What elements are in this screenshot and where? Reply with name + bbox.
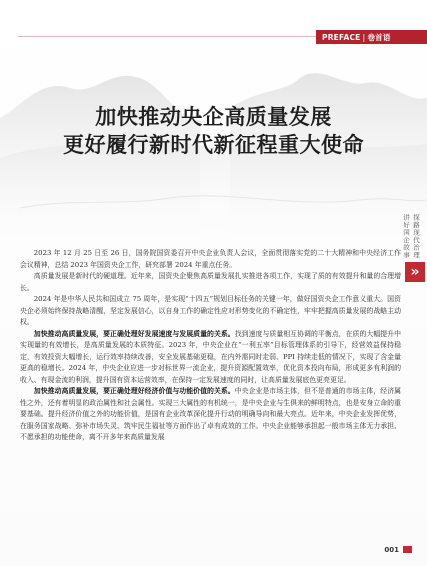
paragraph-lead: 加快推动高质量发展，要正确处理好经济价值与功能价值的关系。	[33, 387, 235, 395]
paragraph-lead: 加快推动高质量发展，要正确处理好发展速度与发展质量的关系。	[33, 329, 235, 338]
side-column	[398, 214, 420, 259]
section-banner	[316, 30, 427, 44]
page-number: 001	[384, 546, 399, 554]
article-title-line-2: 更好履行新时代新征程重大使命	[63, 133, 364, 157]
preface-label: PREFACE	[322, 32, 361, 42]
banner-separator: |	[362, 32, 366, 42]
paragraph	[20, 329, 401, 387]
paragraph	[20, 271, 401, 294]
paragraph-text: 中央企业是市场主体，但不是普通的市场主体，经济属性之外，还有着明显的政治属性和社会属性。实现三大属性的有机统一，是中央企业与生俱来的鲜明特点，也是安身立命的重要基础。提升经济价值之外的功能价值，是国有企业改革深化提升行动的明确导向和最大亮点。近年来，中央企业发挥优势，在服务国家战略、弥补市场失灵、筑牢民生福祉等方面作出了卓有成效的工作。中央企业能够承担起一般市场主体无力承担、不愿承担的功能使命，离不开多年来高质量发展	[20, 387, 402, 441]
paragraph-text: 2023 年 12 月 25 日至 26 日，国务院国资委召开中央企业负责人会议，全面贯彻落实党的二十大精神和中央经济工作会议精神，总结 2023 年国资央企工作，研究部署 2024 年重点任务。	[20, 249, 401, 269]
paragraph-text: 高质量发展是新时代的硬道理。近年来，国资央企聚焦高质量发展扎实推进各项工作，实现了质的有效提升和量的合理增长。	[20, 272, 401, 292]
page-marker	[403, 546, 412, 553]
paragraph	[20, 386, 401, 444]
paragraph-text: 2024 年是中华人民共和国成立 75 周年，是实现“十四五”规划目标任务的关键一年，做好国资央企工作意义重大。国资央企必须始终保持战略清醒，坚定发展信心，以自身工作的确定性应对形势变化的不确定性，牢牢把握高质量发展的战略主动权。	[20, 295, 401, 326]
article-title-line-1: 加快推动央企高质量发展	[95, 105, 332, 129]
side-text-col-1: 探路现代治理	[412, 214, 420, 259]
chevron-right-icon: »	[405, 262, 425, 282]
section-label: 卷首语	[367, 32, 391, 42]
side-text-col-2: 讲好国企故事	[402, 214, 410, 259]
paragraph	[20, 248, 401, 271]
paragraph-text: 找到速度与质量相互协调的平衡点，在质的大幅提升中实现量的有效增长，是高质量发展的本质特征。2023 年，中央企业在“一利五率”目标管理体系的引导下，经营效益保持稳定，有效投资大幅增长，运行效率持续改善，安全发展基础更稳，在内外需同时走弱、PPI 持续走低的情况下，实现了含金量更高的稳增长。2024 年，中央企业应进一步对标世界一流企业，提升资源配置效率，优化资本投向布局，形成更多有利润的收入、有现金流的利润，提升国有资本运营效率，在保持一定发展速度的同时，让高质量发展底色更亮更足。	[20, 329, 402, 384]
header-rule	[18, 36, 318, 37]
paragraph	[20, 294, 401, 329]
article-body	[20, 248, 401, 444]
